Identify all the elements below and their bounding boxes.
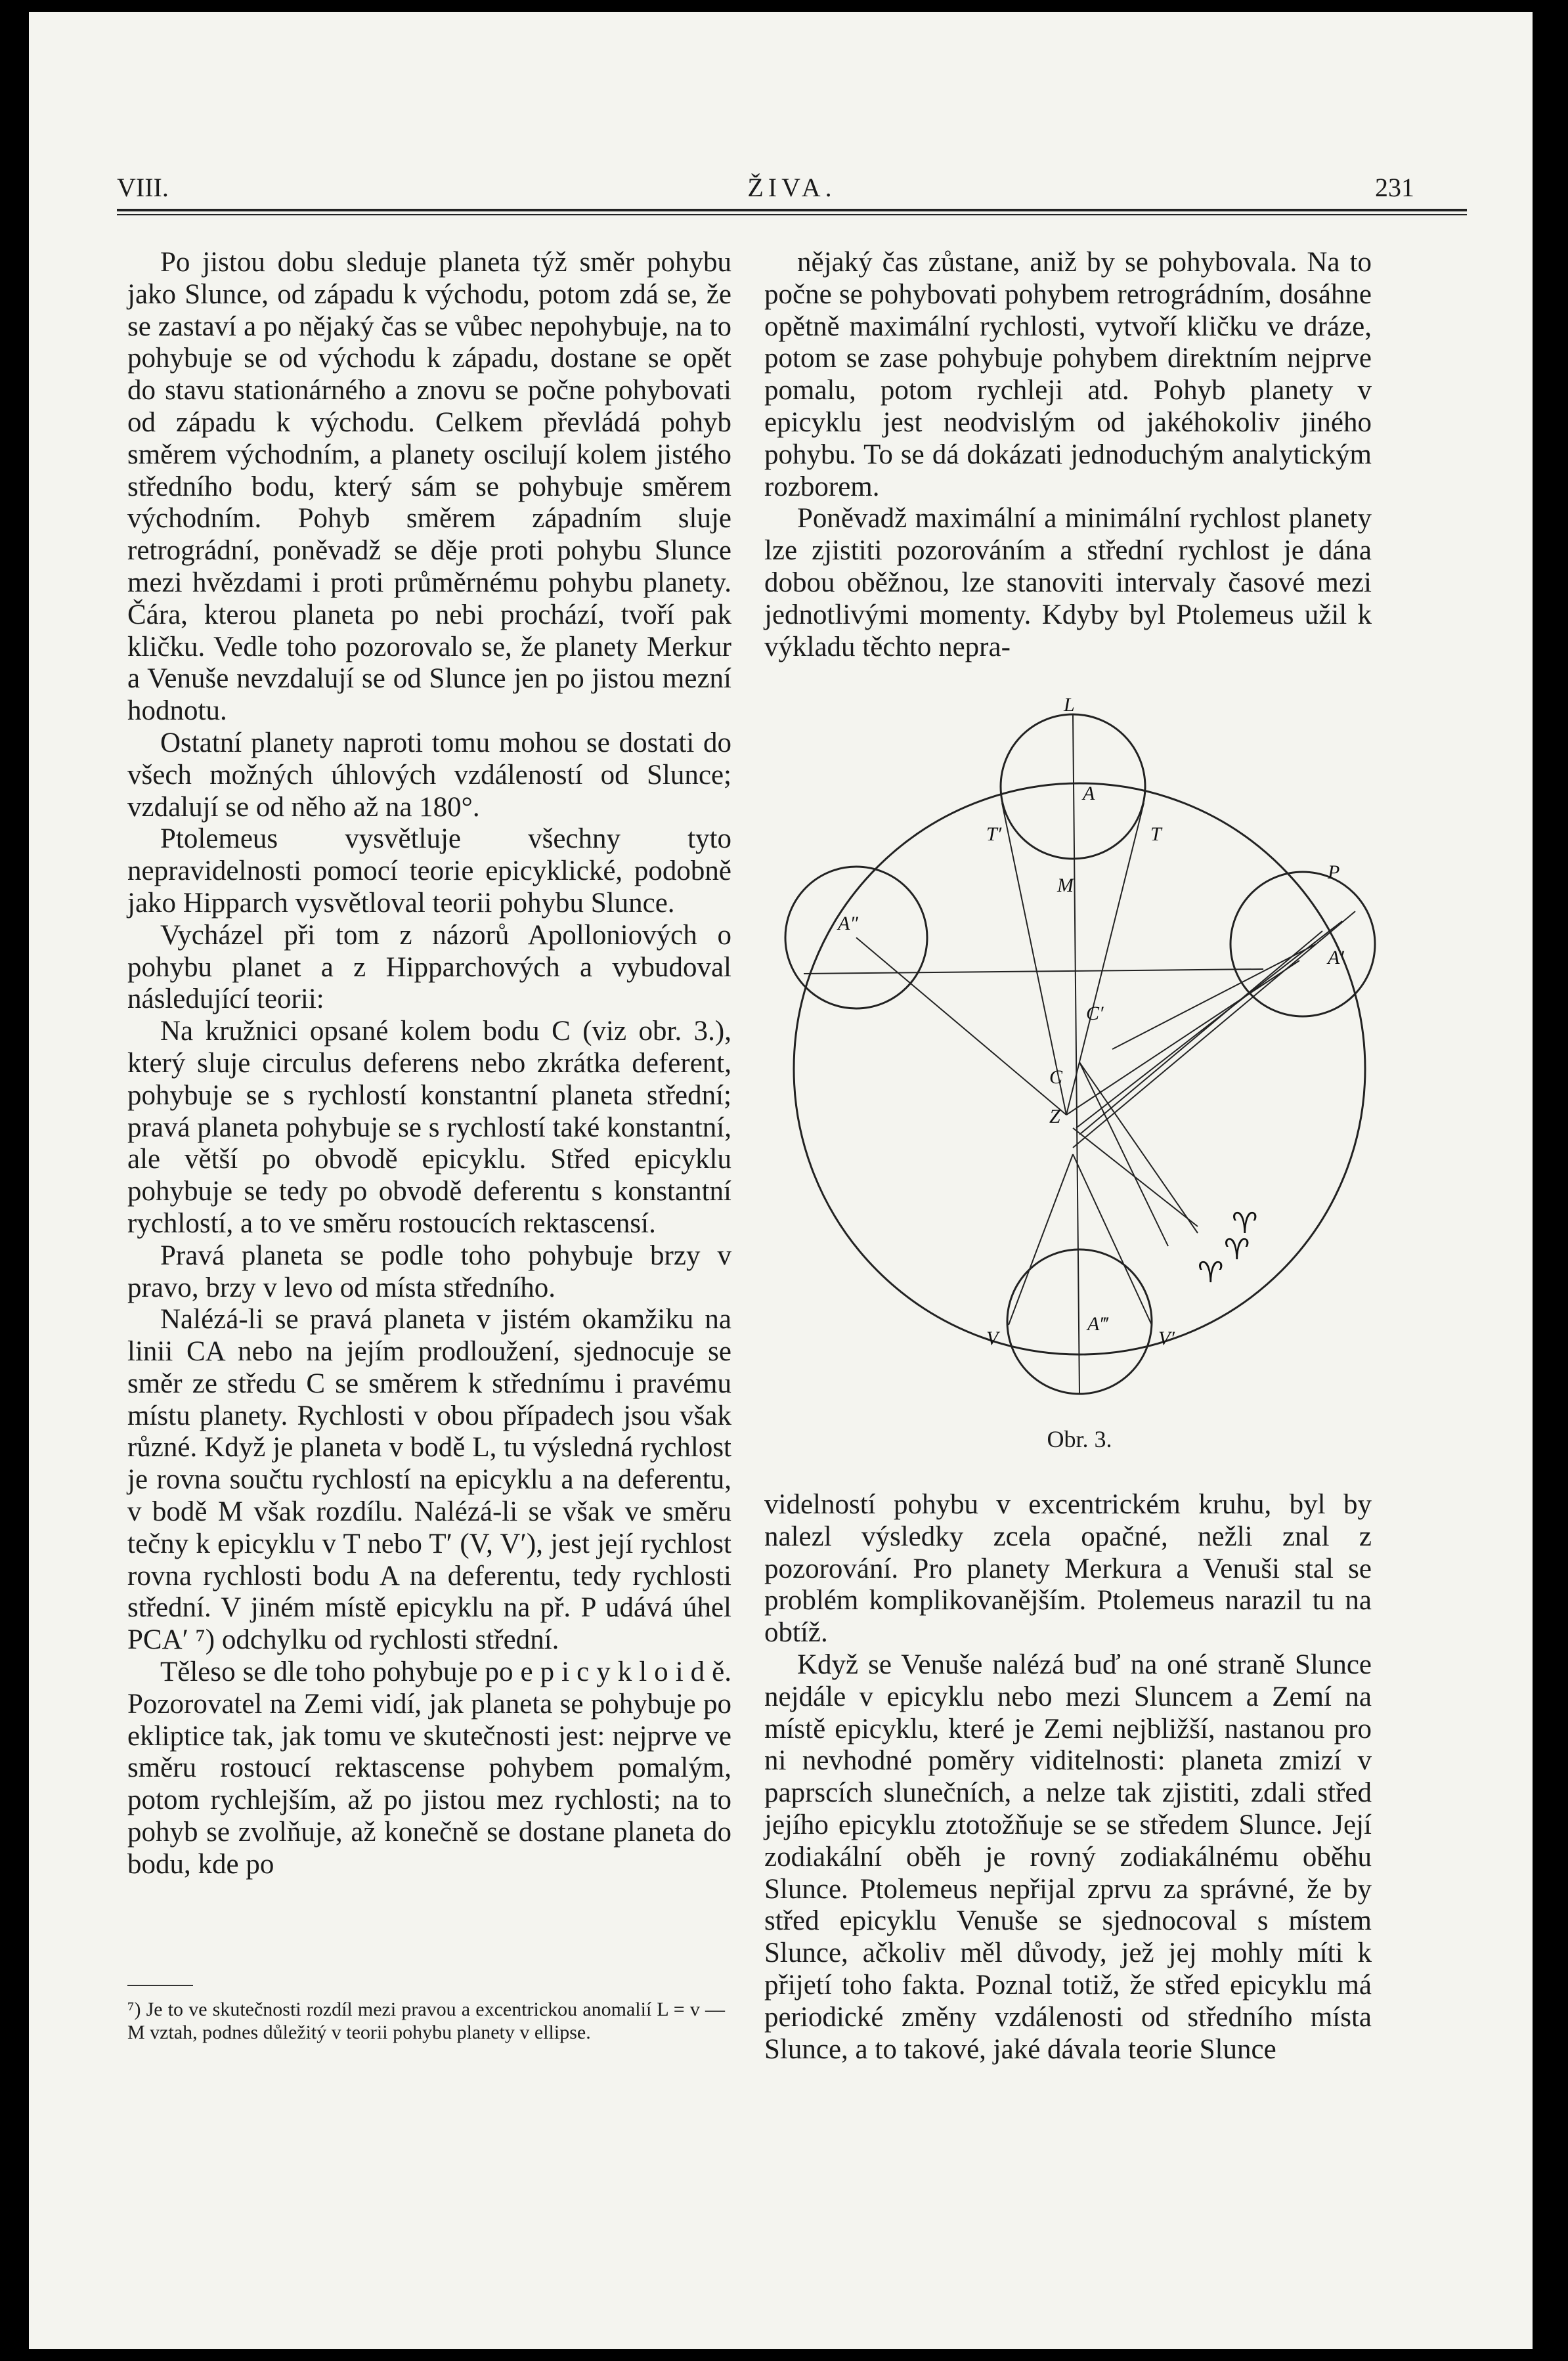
journal-page [29, 12, 1533, 2349]
label-V: V [986, 1328, 999, 1349]
header-rule [117, 209, 1467, 211]
label-C: C [1049, 1066, 1063, 1088]
footnote-rule [127, 1985, 193, 1986]
left-column [127, 247, 731, 1881]
ray-line [1076, 921, 1342, 1128]
label-Z: Z [1049, 1106, 1060, 1127]
label-V-prime: V′ [1158, 1328, 1175, 1349]
paragraph: Nalézá-li se pravá planeta v jistém okamžiku na linii CA nebo na jejím prodloužení, sjednocuje se směr ze středu C se směrem k střednímu i pravému místu planety. Rychlosti v obou případech jsou však různé. Když je planeta v bodě L, tu výsledná rychlost je rovna součtu rychlostí na epicyklu a na deferentu, v bodě M však rozdílu. Nalézá-li se však ve směru tečny k epicyklu v T nebo T′ (V, V′), jest její rychlost rovna rychlosti bodu A na deferentu, tedy rychlosti střední. V jiném místě epicyklu na př. P udává úhel PCA′ ⁷) odchylku od rychlosti střední. [127, 1304, 731, 1656]
diagram-svg [764, 695, 1395, 1423]
paragraph: Pravá planeta se podle toho pohybuje brzy v pravo, brzy v levo od místa středního. [127, 1240, 731, 1303]
right-column-top [764, 247, 1372, 663]
paragraph: Na kružnici opsané kolem bodu C (viz obr. 3.), který sluje circulus deferens nebo zkrátka deferent, pohybuje se s rychlostí konstantní planeta střední; pravá planeta pohybuje se s rychlostí také konstantní, ale větší po obvodě epicyklu. Střed epicyklu pohybuje se tedy po obvodě deferentu s konstantní rychlostí, a to ve směru rostoucích rektascensí. [127, 1016, 731, 1239]
paragraph: Vycházel při tom z názorů Apolloniových o pohybu planet a z Hipparchových a vybudoval následující teorii: [127, 919, 731, 1015]
label-A-prime: A′ [1328, 947, 1344, 968]
ray-line [1112, 944, 1316, 1049]
label-T-prime: T′ [986, 823, 1002, 845]
aries-symbol: ♈ [1224, 1233, 1250, 1267]
label-A-triple-prime: A‴ [1087, 1313, 1108, 1335]
paragraph: Po jistou dobu sleduje planeta týž směr pohybu jako Slunce, od západu k východu, potom zdá se, že se zastaví a po nějaký čas se vůbec nepohybuje, na to pohybuje se od východu k západu, dostane se opět do stavu stationárného a znovu se počne pohybovati od západu k východu. Celkem převládá pohyb směrem východním, a planety oscilují kolem jistého středního bodu, který sám se pohybuje směrem východním. Pohyb směrem západním sluje retrográdní, poněvadž se děje proti pohybu Slunce mezi hvězdami i proti průměrnému pohybu planety. Čára, kterou planeta po nebi prochází, tvoří pak kličku. Vedle toho pozorovalo se, že planety Merkur a Venuše nevzdalují se od Slunce jen po jistou mezní hodnotu. [127, 247, 731, 727]
paragraph: Ostatní planety naproti tomu mohou se dostati do všech možných úhlových vzdáleností od Slunce; vzdalují se od něho až na 180°. [127, 727, 731, 823]
tangent-line [1073, 1154, 1152, 1325]
radius-line [1066, 961, 1299, 1115]
aries-symbol: ♈ [1232, 1207, 1258, 1240]
label-C-prime: C′ [1086, 1003, 1104, 1024]
ray-line [1073, 911, 1355, 1148]
volume-number: VIII. [117, 173, 169, 202]
page-number: 231 [1375, 173, 1414, 202]
figure-caption: Obr. 3. [1047, 1426, 1112, 1452]
paragraph: nějaký čas zůstane, aniž by se pohybovala. Na to počne se pohybovati pohybem retrográdním, dosáhne opětně maximální rychlosti, vytvoří kličku ve dráze, potom se zase pohybuje pohybem direktním nejprve pomalu, potom rychleji atd. Pohyb planety v epicyklu jest neodvislým od jakéhokoliv jiného pohybu. To se dá dokázati jednoduchým analytickým rozborem. [764, 247, 1372, 502]
tangent-line [1009, 1154, 1073, 1325]
right-column-bottom [764, 1489, 1372, 2066]
header-rule-thin [117, 214, 1467, 215]
epicycle-diagram [764, 695, 1395, 1483]
aries-symbol: ♈ [1198, 1256, 1224, 1289]
paragraph: Ptolemeus vysvětluje všechny tyto nepravidelnosti pomocí teorie epicyklické, podobně jako Hipparch vysvětloval teorii pohybu Slunce. [127, 823, 731, 919]
journal-title: ŽIVA. [747, 173, 837, 202]
paragraph: Když se Venuše nalézá buď na oné straně Slunce nejdále v epicyklu nebo mezi Sluncem a Zemí na místě epicyklu, které je Zemi nejbližší, nastanou pro ni nevhodné poměry viditelnosti: planeta zmizí v paprscích slunečních, a nelze tak zjistiti, zdali střed jejího epicyklu ztotožňuje se se středem Slunce. Její zodiakální oběh je rovný zodiakálnému oběhu Slunce. Ptolemeus nepřijal zprvu za správné, že by střed epicyklu Venuše se sjednocoval s místem Slunce, ačkoliv měl důvody, jež jej mohly míti k přijetí toho fakta. Poznal totiž, že střed epicyklu má periodické změny vzdálenosti od středního místa Slunce, a to takové, jaké dávala teorie Slunce [764, 1649, 1372, 2065]
ray-line [1079, 931, 1322, 1135]
chord-line [804, 969, 1263, 974]
label-A: A [1083, 783, 1095, 804]
footnote-text: ⁷) Je to ve skutečnosti rozdíl mezi pravou a excentrickou anomalií L = v — M vztah, podnes důležitý v teorii pohybu planety v ellipse. [127, 1999, 725, 2043]
paragraph: Těleso se dle toho pohybuje po e p i c y k l o i d ě. Pozorovatel na Zemi vidí, jak planeta se pohybuje po ekliptice tak, jak tomu ve skutečnosti jest: nejprve ve směru rostoucí rektascense pohybem pomalým, potom rychlejším, až po jistou mez rychlosti; na to pohyb se zvolňuje, až konečně se dostane planeta do bodu, kde po [127, 1657, 731, 1880]
axis-line [1073, 714, 1079, 1394]
paragraph: videlností pohybu v excentrickém kruhu, byl by nalezl výsledky zcela opačné, nežli znal z pozorování. Pro planety Merkura a Venuši stal se problém komplikovanějším. Ptolemeus narazil tu na obtíž. [764, 1489, 1372, 1649]
paragraph: Poněvadž maximální a minimální rychlost planety lze zjistiti pozorováním a střední rychlost je dána dobou oběžnou, lze stanoviti intervaly časové mezi jednotlivými momenty. Kdyby byl Ptolemeus užil k výkladu těchto nepra- [764, 503, 1372, 662]
label-L: L [1064, 695, 1075, 716]
epicycle-right [1230, 872, 1375, 1016]
label-A-double-prime: A″ [838, 913, 858, 934]
label-P: P [1328, 861, 1340, 883]
footnote [127, 1998, 725, 2044]
running-header [117, 164, 1467, 204]
deferent-circle [794, 783, 1365, 1354]
tangent-line [1066, 803, 1144, 1115]
label-M: M [1057, 875, 1074, 896]
label-T: T [1150, 823, 1162, 845]
ray-line [1079, 1062, 1168, 1246]
